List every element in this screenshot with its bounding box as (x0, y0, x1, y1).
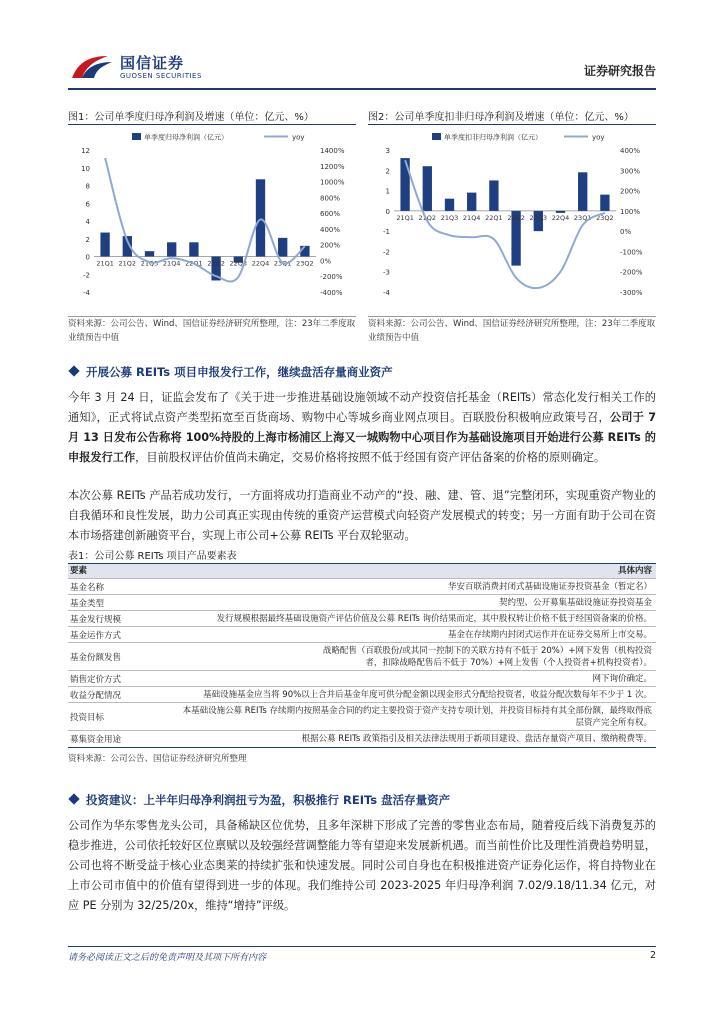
x-tick-label: 22Q1 (485, 213, 503, 222)
table-cell-key: 投资目标 (70, 712, 105, 723)
y-left-tick-label: 8 (85, 182, 90, 191)
table-row (68, 643, 656, 671)
table-cell-value: 根据公募 REITs 政策指引及相关法律法规用于新项目建设、盘活存量资产项目、缴纳税费等。 (301, 734, 652, 744)
table1-title: 表1：公司公募 REITs 项目产品要素表 (68, 551, 237, 562)
x-tick-label: 22Q3 (229, 259, 248, 268)
bar (556, 211, 565, 213)
legend-line-label: yoy (592, 133, 605, 142)
x-tick-label: 21Q4 (162, 259, 181, 268)
y-left-tick-label: 6 (85, 200, 90, 209)
figure2-chart-svg (368, 128, 656, 314)
header-divider (68, 88, 656, 90)
x-tick-label: 21Q4 (462, 213, 481, 222)
section1-paragraph1 (68, 388, 656, 468)
x-tick-label: 22Q4 (551, 213, 570, 222)
y-right-tick-label: -100% (620, 248, 643, 257)
y-right-tick-label: -200% (620, 268, 643, 277)
figure1-title: 图1：公司单季度归母净利润及增速（单位：亿元、%） (68, 112, 314, 123)
legend-bar-label: 单季度扣非归母净利润（亿元） (444, 133, 542, 142)
y-left-tick-label: 2 (385, 167, 390, 176)
y-right-tick-label: 400% (620, 147, 641, 155)
section2-heading-text: 投资建议：上半年归母净利润扭亏为盈，积极推行 REITs 盘活存量资产 (86, 793, 451, 807)
footer-divider (68, 946, 656, 947)
y-right-tick-label: 200% (320, 241, 341, 250)
x-tick-label: 21Q3 (440, 213, 459, 222)
y-left-tick-label: 3 (385, 147, 390, 155)
table-row (68, 579, 656, 595)
table-cell-value: 契约型、公开募集基础设施证券投资基金 (498, 597, 652, 608)
x-tick-label: 22Q1 (185, 259, 203, 268)
y-right-tick-label: 1000% (320, 178, 345, 187)
table1-source: 资料来源：公司公告、国信证券经济研究所整理 (68, 754, 247, 764)
table-cell-key: 基金名称 (70, 582, 105, 593)
bar (467, 193, 476, 211)
x-tick-label: 21Q1 (96, 259, 114, 268)
bar (145, 251, 154, 256)
guosen-logo-icon (68, 52, 114, 82)
reits-elements-table (68, 563, 656, 748)
y-right-tick-label: 0% (320, 257, 332, 266)
logo-text-en: GUOSEN SECURITIES (120, 72, 202, 80)
x-tick-label: 21Q3 (140, 259, 159, 268)
x-tick-label: 21Q2 (118, 259, 137, 268)
table-header-key: 要素 (70, 565, 88, 576)
y-left-tick-label: 2 (85, 235, 90, 244)
logo-text-cn: 国信证券 (120, 54, 185, 72)
y-left-tick-label: 1 (385, 187, 390, 196)
section1-heading-text: 开展公募 REITs 项目申报发行工作，继续盘活存量商业资产 (86, 365, 393, 379)
bar (400, 158, 409, 211)
figure2-chart (368, 128, 656, 318)
yoy-line (405, 160, 605, 288)
table-row (68, 731, 656, 747)
x-tick-label: 23Q2 (596, 213, 614, 222)
table-cell-key: 基金份额发售 (70, 652, 122, 663)
x-tick-label: 23Q2 (296, 259, 314, 268)
figure1-source: 资料来源：公司公告、Wind、国信证券经济研究所整理，注：23年二季度取业绩预告中值 (68, 316, 356, 345)
x-tick-label: 21Q1 (396, 213, 414, 222)
y-right-tick-label: 1400% (320, 147, 345, 155)
legend-line-label: yoy (292, 133, 305, 142)
table-cell-key: 基金类型 (70, 598, 105, 609)
section1-p1-part-c: ，目前股权评估价值尚未确定，交易价格将按照不低于经国有资产评估备案的价格的原则确定。 (135, 451, 606, 464)
y-right-tick-label: 400% (320, 225, 341, 234)
y-left-tick-label: 0 (385, 207, 390, 216)
x-tick-label: 22Q2 (507, 213, 525, 222)
bar (167, 242, 176, 256)
y-left-tick-label: -4 (383, 289, 390, 297)
bar (189, 242, 198, 256)
y-right-tick-label: 100% (620, 207, 641, 216)
figure2-title-rule (368, 124, 656, 125)
table-cell-value: 本基础设施公募 REITs 存续期内按照基金合同的约定主要投资于资产支持专项计划，并投资目标持有其全部份额，最终取得底层资产完全所有权。 (182, 705, 652, 728)
table-row (68, 671, 656, 687)
figure1-chart (68, 128, 356, 318)
y-right-tick-label: 800% (320, 194, 341, 203)
x-tick-label: 22Q2 (207, 259, 225, 268)
table-header-value: 具体内容 (617, 566, 652, 576)
y-left-tick-label: -1 (383, 228, 390, 237)
table-cell-value: 华安百联消费封闭式基础设施证券投资基金（暂定名） (447, 581, 652, 592)
x-tick-label: 22Q3 (529, 213, 548, 222)
y-right-tick-label: 300% (620, 167, 641, 176)
y-left-tick-label: -3 (383, 268, 390, 277)
bar (578, 172, 587, 211)
bar (278, 238, 287, 257)
table-cell-value: 战略配售（百联股份/或其同一控制下的关联方持有不低于 20%）+网下发售（机构投资者，扣除战略配售后不低于 70%）+网上发售（个人投资者+机构投资者）。 (322, 645, 652, 668)
table-cell-value: 发行规模根据最终基础设施资产评估价值及公募 REITs 询价结果而定，其中股权转让价格不低于经国资备案的价格。 (216, 613, 652, 624)
section1-heading (68, 364, 393, 380)
table-row (68, 703, 656, 731)
bar (489, 180, 498, 210)
section2-heading (68, 792, 450, 808)
table-cell-key: 募集资金用途 (70, 735, 122, 745)
diamond-bullet-icon (68, 793, 79, 804)
table-row (68, 687, 656, 703)
bar (600, 195, 609, 211)
section1-p1-part-a: 今年 3 月 24 日，证监会发布了《关于进一步推进基础设施领域不动产投资信托基金（REITs）常态化发行相关工作的通知》，正式将试点资产类型拓宽至百货商场、购物中心等城乡商业网点项目。百联股份积极响应政策号召， (68, 391, 656, 424)
y-left-tick-label: -4 (83, 289, 90, 297)
legend-bar-label: 单季度归母净利润（亿元） (144, 133, 228, 142)
page-header (68, 50, 656, 86)
figure2-source: 资料来源：公司公告、Wind、国信证券经济研究所整理，注：23年二季度取业绩预告中值 (368, 316, 656, 345)
bar (423, 166, 432, 211)
y-right-tick-label: 0% (620, 228, 632, 237)
page-number: 2 (649, 950, 656, 961)
table-cell-value: 基金在存续期内封闭式运作并在证券交易所上市交易。 (447, 629, 652, 640)
table-row (68, 611, 656, 627)
guosen-logo (68, 50, 228, 84)
legend-bar-swatch (432, 133, 441, 140)
figure2-title: 图2：公司单季度扣非归母净利润及增速（单位：亿元、%） (368, 112, 634, 123)
y-right-tick-label: -400% (320, 289, 343, 297)
table-cell-key: 基金发行规模 (70, 614, 122, 625)
figure1-title-rule (68, 124, 356, 125)
table-header-row (68, 564, 656, 579)
section2-paragraph1: 公司作为华东零售龙头公司，具备稀缺区位优势，且多年深耕下形成了完善的零售业态布局，随着疫后线下消费复苏的稳步推进，公司依托较好区位禀赋以及较强经营调整能力等有望迎来发展新机遇。而当前性价比及理性消费趋势明显，公司也将不断受益于核心业态奥莱的持续扩张和快速发展。同时公司自身也在积极推进资产证券化运作，将自持物业在上市公司市值中的价值有望得到进一步的体现。我们维持公司 2023-2025 年归母净利润 7.02/9.18/11.34 亿元，对应 PE 分别为 32/25/20x，维持“增持”评级。 (68, 819, 656, 912)
bar (256, 179, 265, 256)
section1-paragraph2: 本次公募 REITs 产品若成功发行，一方面将成功打造商业不动产的“投、融、建、管、退”完整闭环，实现重资产物业的自我循环和良性发展，助力公司真正实现由传统的重资产运营模式向轻资产发展模式的转变；另一方面有助于公司在资本市场搭建创新融资平台，实现上市公司+公募 REITs 平台双轮驱动。 (68, 489, 656, 542)
table-cell-key: 基金运作方式 (70, 630, 122, 641)
y-left-tick-label: 4 (85, 218, 90, 226)
table-cell-value: 基础设施基金应当将 90%以上合并后基金年度可供分配金额以现金形式分配给投资者，收益分配次数每年不少于 1 次。 (203, 689, 652, 700)
footer-disclaimer: 请务必阅读正文之后的免责声明及其项下所有内容 (68, 953, 267, 963)
x-tick-label: 21Q2 (418, 213, 437, 222)
y-right-tick-label: 200% (620, 187, 641, 196)
legend-bar-swatch (132, 133, 141, 140)
y-left-tick-label: 10 (81, 164, 90, 173)
table-row (68, 627, 656, 643)
bar (445, 199, 454, 211)
y-left-tick-label: -2 (83, 271, 90, 280)
y-left-tick-label: 0 (85, 253, 90, 262)
y-left-tick-label: 12 (81, 147, 90, 155)
table-cell-value: 网下询价确定。 (592, 673, 652, 684)
figure1-chart-svg (68, 128, 356, 314)
table-row (68, 595, 656, 611)
y-right-tick-label: 600% (320, 210, 341, 219)
section1-p1-highlight: 公司于 7 月 13 日发布公告称将 100%持股的上海市杨浦区上海又一城购物中心项目作为基础设施项目开始进行公募 REITs 的申报发行工作 (68, 411, 656, 464)
bar (100, 233, 109, 257)
x-tick-label: 23Q1 (273, 259, 292, 268)
y-left-tick-label: -2 (383, 248, 390, 257)
table-cell-key: 收益分配情况 (70, 690, 122, 701)
diamond-bullet-icon (68, 365, 79, 376)
report-type-label: 证券研究报告 (583, 64, 656, 78)
y-right-tick-label: 1200% (320, 162, 345, 171)
table-cell-key: 销售定价方式 (70, 674, 122, 685)
y-right-tick-label: -200% (320, 273, 343, 282)
x-tick-label: 23Q1 (573, 213, 592, 222)
y-right-tick-label: -300% (620, 289, 643, 297)
x-tick-label: 22Q4 (251, 259, 270, 268)
